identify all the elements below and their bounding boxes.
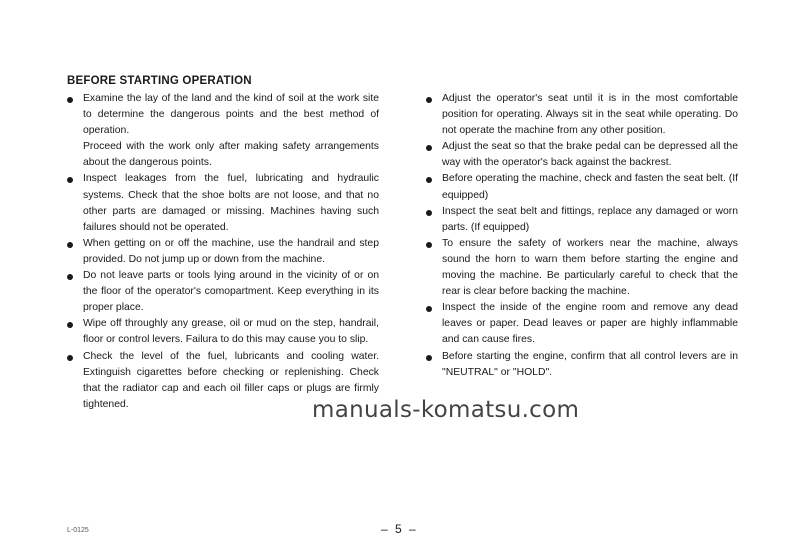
bullet-item: [426, 349, 738, 381]
document-code: L-0125: [67, 527, 89, 534]
bullet-text: Examine the lay of the land and the kind of soil at the work site to determine the dangerous points and the best method of operation.: [83, 93, 379, 137]
section-heading: BEFORE STARTING OPERATION: [67, 75, 252, 87]
bullet-text: Inspect leakages from the fuel, lubricating and hydraulic systems. Check that the shoe bolts are not loose, and that no other parts are damaged or missing. Machines having such failures should not be operated.: [83, 173, 379, 233]
bullet-text: Inspect the seat belt and fittings, replace any damaged or worn parts. (If equipped): [442, 205, 738, 233]
bullet-dot-icon: [67, 242, 73, 248]
bullet-text: Proceed with the work only after making safety arrangements about the dangerous points.: [83, 141, 379, 169]
bullet-dot-icon: [426, 355, 432, 361]
bullet-dot-icon: [426, 306, 432, 312]
bullet-item: [426, 171, 738, 203]
bullet-dot-icon: [67, 177, 73, 183]
bullet-text: Do not leave parts or tools lying around in the vicinity of or on the floor of the operator's comopartment. Keep everything in its proper place.: [83, 270, 379, 314]
bullet-item: [67, 268, 379, 316]
bullet-dot-icon: [67, 97, 73, 103]
bullet-item: [426, 139, 738, 171]
bullet-text: When getting on or off the machine, use the handrail and step provided. Do not jump up or down from the machine.: [83, 237, 379, 265]
bullet-item: [67, 171, 379, 235]
bullet-dot-icon: [67, 274, 73, 280]
bullet-text: To ensure the safety of workers near the machine, always sound the horn to warn them before starting the engine and moving the machine. Be particularly careful to check that the rear is clear before backing the machine.: [442, 237, 738, 298]
bullet-item: [67, 236, 379, 268]
bullet-text: Before starting the engine, confirm that all control levers are in "NEUTRAL" or "HOLD".: [442, 350, 738, 378]
bullet-item: [426, 236, 738, 300]
bullet-dot-icon: [426, 145, 432, 151]
left-column: [67, 91, 379, 413]
bullet-text: Wipe off throughly any grease, oil or mud on the step, handrail, floor or control levers. Failura to do this may cause you to slip.: [83, 318, 379, 346]
bullet-text: Adjust the seat so that the brake pedal can be depressed all the way with the operator's back against the backrest.: [442, 141, 738, 169]
bullet-dot-icon: [426, 177, 432, 183]
bullet-dot-icon: [426, 97, 432, 103]
right-column: [426, 91, 738, 381]
bullet-item: [426, 91, 738, 139]
bullet-item: [426, 204, 738, 236]
page-number: – 5 –: [381, 522, 418, 536]
bullet-text: Check the level of the fuel, lubricants and cooling water. Extinguish cigarettes before checking or replenishing. Check that the radiator cap and each oil filler caps or plugs are firmly tightened.: [83, 350, 379, 410]
bullet-dot-icon: [426, 242, 432, 248]
watermark-text: manuals-komatsu.com: [312, 397, 580, 423]
bullet-dot-icon: [67, 322, 73, 328]
bullet-item: [67, 316, 379, 348]
bullet-item: [67, 91, 379, 171]
bullet-dot-icon: [67, 355, 73, 361]
bullet-text: Before operating the machine, check and fasten the seat belt. (If equipped): [442, 173, 738, 201]
bullet-item: [426, 300, 738, 348]
bullet-text: Inspect the inside of the engine room and remove any dead leaves or paper. Dead leaves or paper are highly inflammable and can cause fires.: [442, 302, 738, 346]
bullet-dot-icon: [426, 210, 432, 216]
bullet-text: Adjust the operator's seat until it is in the most comfortable position for operating. Always sit in the seat while operating. Do not operate the machine from any other position.: [442, 93, 738, 137]
